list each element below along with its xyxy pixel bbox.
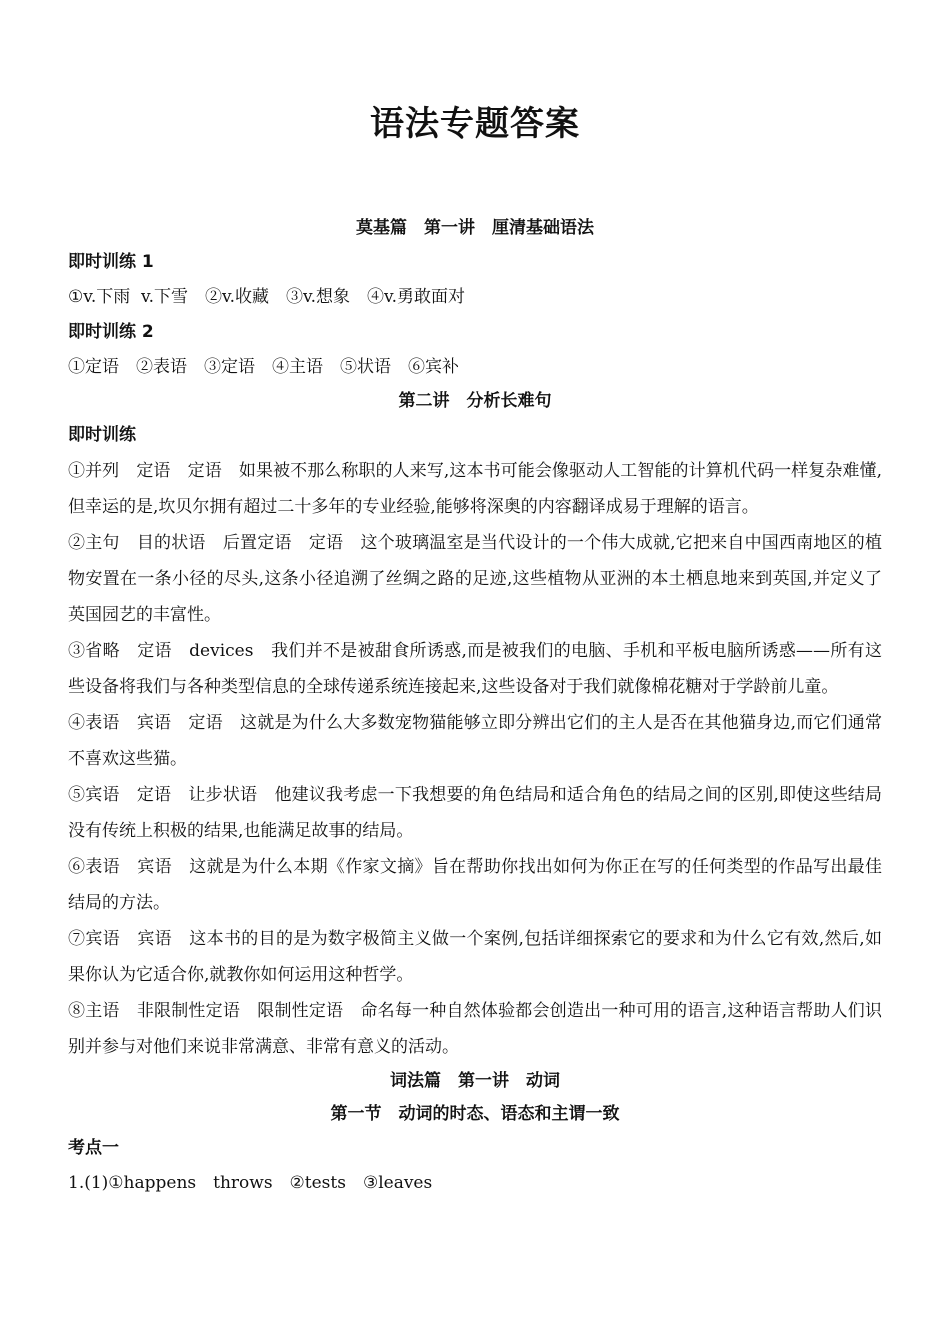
answer-item: ④表语 宾语 定语 这就是为什么大多数宠物猫能够立即分辨出它们的主人是否在其他猫身边,而它们通常不喜欢这些猫。 [68, 713, 882, 769]
answer-line-2: ①定语 ②表语 ③定语 ④主语 ⑤状语 ⑥宾补 [68, 357, 459, 377]
answer-item: ⑥表语 宾语 这就是为什么本期《作家文摘》旨在帮助你找出如何为你正在写的任何类型的作品写出最佳结局的方法。 [68, 857, 882, 913]
answer-item: ③省略 定语 devices 我们并不是被甜食所诱惑,而是被我们的电脑、手机和平板电脑所诱惑——所有这些设备将我们与各种类型信息的全球传递系统连接起来,这些设备对于我们就像棉花糖对于学龄前儿童。 [68, 641, 882, 697]
answer-item: ⑤宾语 定语 让步状语 他建议我考虑一下我想要的角色结局和适合角色的结局之间的区别,即使这些结局没有传统上积极的结果,也能满足故事的结局。 [68, 785, 882, 841]
document-body [68, 212, 882, 1201]
exercise-heading-1: 即时训练 1 [68, 252, 154, 272]
answer-item: ①并列 定语 定语 如果被不那么称职的人来写,这本书可能会像驱动人工智能的计算机代码一样复杂难懂,但幸运的是,坎贝尔拥有超过二十多年的专业经验,能够将深奥的内容翻译成易于理解的语言。 [68, 461, 882, 517]
answer-line-3: 1.(1)①happens throws ②tests ③leaves [68, 1173, 433, 1193]
answer-line-1: ①v.下雨 v.下雪 ②v.收藏 ③v.想象 ④v.勇敢面对 [68, 287, 466, 307]
exercise-heading-3: 即时训练 [68, 425, 136, 445]
document-title: 语法专题答案 [370, 104, 580, 144]
answer-item: ②主句 目的状语 后置定语 定语 这个玻璃温室是当代设计的一个伟大成就,它把来自中国西南地区的植物安置在一条小径的尽头,这条小径追溯了丝绸之路的足迹,这些植物从亚洲的本土栖息地来到英国,并定义了英国园艺的丰富性。 [68, 533, 882, 625]
exam-point-heading: 考点一 [68, 1138, 119, 1158]
section-heading-long-sentences: 第二讲 分析长难句 [398, 391, 552, 411]
answer-item: ⑦宾语 宾语 这本书的目的是为数字极简主义做一个案例,包括详细探索它的要求和为什么它有效,然后,如果你认为它适合你,就教你如何运用这种哲学。 [68, 929, 882, 985]
exercise-heading-2: 即时训练 2 [68, 322, 154, 342]
section-heading-basics: 莫基篇 第一讲 厘清基础语法 [356, 218, 594, 238]
subsection-heading-tense: 第一节 动词的时态、语态和主谓一致 [330, 1104, 620, 1124]
answer-item: ⑧主语 非限制性定语 限制性定语 命名每一种自然体验都会创造出一种可用的语言,这种语言帮助人们识别并参与对他们来说非常满意、非常有意义的活动。 [68, 1001, 882, 1057]
section-heading-verbs: 词法篇 第一讲 动词 [390, 1071, 560, 1091]
